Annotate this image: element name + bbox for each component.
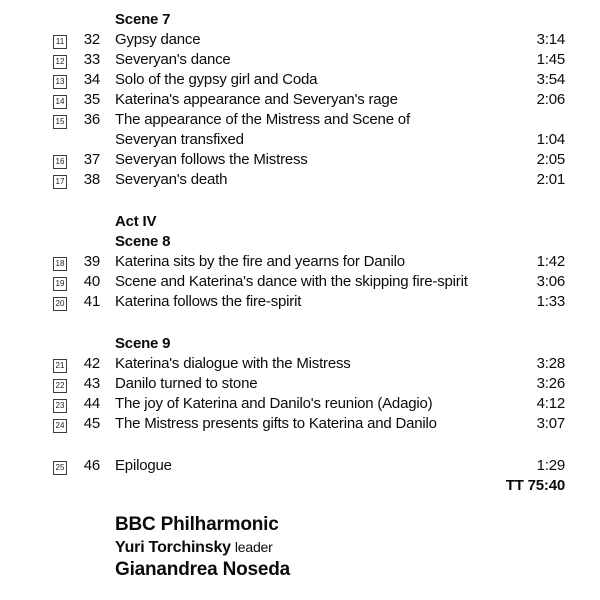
section-header: Act IV [115,213,157,230]
cue-box-cell [53,394,78,414]
cue-number-box: 14 [53,95,67,109]
track-number: 45 [83,415,100,432]
track-title: Epilogue [115,457,172,474]
track-number: 37 [83,151,100,168]
credit-line [115,536,565,559]
section-gap [53,312,565,334]
cue-number-box: 21 [53,359,67,373]
track-number-cell [78,10,100,30]
cue-box-cell [53,70,78,90]
track-number: 41 [83,293,100,310]
track-time: 1:04 [536,131,565,148]
track-row [53,292,565,312]
track-time: 1:42 [536,253,565,270]
section-gap [53,434,565,456]
track-number: 46 [83,457,100,474]
header-row [53,10,565,30]
track-row [53,374,565,394]
track-row [53,130,565,150]
track-title: Severyan transfixed [115,131,244,148]
cue-box-cell [53,272,78,292]
track-list [53,10,565,496]
track-title: Severyan's death [115,171,228,188]
track-title: Gypsy dance [115,31,201,48]
track-row [53,70,565,90]
track-number: 39 [83,253,100,270]
cue-number-box: 23 [53,399,67,413]
track-time: 2:06 [536,91,565,108]
cue-number-box: 16 [53,155,67,169]
track-number: 43 [83,375,100,392]
cue-box-cell [53,110,78,130]
header-row [53,212,565,232]
cue-number-box: 11 [53,35,67,49]
artist-role: leader [234,539,273,555]
track-number: 32 [83,31,100,48]
track-time: 1:33 [536,293,565,310]
track-number: 35 [83,91,100,108]
cue-box-cell [53,150,78,170]
artist-name: Yuri Torchinsky [115,539,231,556]
track-title: The joy of Katerina and Danilo's reunion (Adagio) [115,395,433,412]
track-row [53,50,565,70]
cue-number-box: 24 [53,419,67,433]
section-header: Scene 9 [115,335,171,352]
track-number: 34 [83,71,100,88]
cue-box-cell [53,456,78,476]
cue-number-box: 13 [53,75,67,89]
track-number-cell [78,212,100,232]
track-title: Katerina follows the fire-spirit [115,293,302,310]
cue-number-box: 15 [53,115,67,129]
track-time [513,110,565,130]
track-number: 42 [83,355,100,372]
track-number: 44 [83,395,100,412]
track-time: 1:45 [536,51,565,68]
header-row [53,334,565,354]
cue-box-cell [53,90,78,110]
track-time: 3:06 [536,273,565,290]
track-row [53,150,565,170]
section-header: Scene 7 [115,11,171,28]
track-time-cell [513,232,565,252]
track-time: 4:12 [536,395,565,412]
track-row [53,354,565,374]
header-row [53,232,565,252]
track-title: Danilo turned to stone [115,375,258,392]
cue-number-box: 25 [53,461,67,475]
track-time: 3:28 [536,355,565,372]
track-row [53,90,565,110]
cue-box-cell [53,30,78,50]
artist-name: Gianandrea Noseda [115,559,291,580]
track-time: 2:01 [536,171,565,188]
cue-box-cell [53,170,78,190]
track-time: 3:07 [536,415,565,432]
track-row [53,272,565,292]
credit-line [115,559,565,581]
cue-number-box: 17 [53,175,67,189]
section-header: Scene 8 [115,233,171,250]
track-time-cell [513,212,565,232]
credits-block [53,514,565,581]
cue-box-cell [53,354,78,374]
track-time: 2:05 [536,151,565,168]
track-time-cell [513,334,565,354]
cue-box-cell [53,50,78,70]
track-title: Severyan's dance [115,51,231,68]
cue-number-box: 20 [53,297,67,311]
cue-box-cell [53,252,78,272]
track-time: 1:29 [536,457,565,474]
cue-number-box: 22 [53,379,67,393]
cue-number-box: 12 [53,55,67,69]
track-title: Solo of the gypsy girl and Coda [115,71,318,88]
track-row [53,394,565,414]
track-time: 3:54 [536,71,565,88]
track-row [53,110,565,130]
cue-box-cell [53,292,78,312]
track-time: 3:14 [536,31,565,48]
track-time: 3:26 [536,375,565,392]
total-time: TT 75:40 [505,477,565,494]
section-gap [53,190,565,212]
track-number-cell [78,334,100,354]
track-row [53,414,565,434]
artist-name: BBC Philharmonic [115,514,279,535]
track-title: Katerina sits by the fire and yearns for Danilo [115,253,405,270]
track-number: 38 [83,171,100,188]
cue-number-box: 18 [53,257,67,271]
cue-number-box: 19 [53,277,67,291]
track-row [53,30,565,50]
track-number-cell [78,232,100,252]
track-title: The Mistress presents gifts to Katerina and Danilo [115,415,437,432]
track-number: 36 [83,111,100,128]
track-time-cell [513,10,565,30]
track-title: Severyan follows the Mistress [115,151,308,168]
track-title: Scene and Katerina's dance with the skipping fire-spirit [115,273,468,290]
track-number: 40 [83,273,100,290]
track-number [78,130,100,150]
track-title: Katerina's dialogue with the Mistress [115,355,351,372]
cue-box-cell [53,374,78,394]
track-row [53,170,565,190]
track-row [53,252,565,272]
credit-line [115,514,565,536]
track-title: The appearance of the Mistress and Scene of [115,111,410,128]
cue-box-cell [53,414,78,434]
track-number: 33 [83,51,100,68]
track-title: Katerina's appearance and Severyan's rage [115,91,398,108]
track-row [53,456,565,476]
